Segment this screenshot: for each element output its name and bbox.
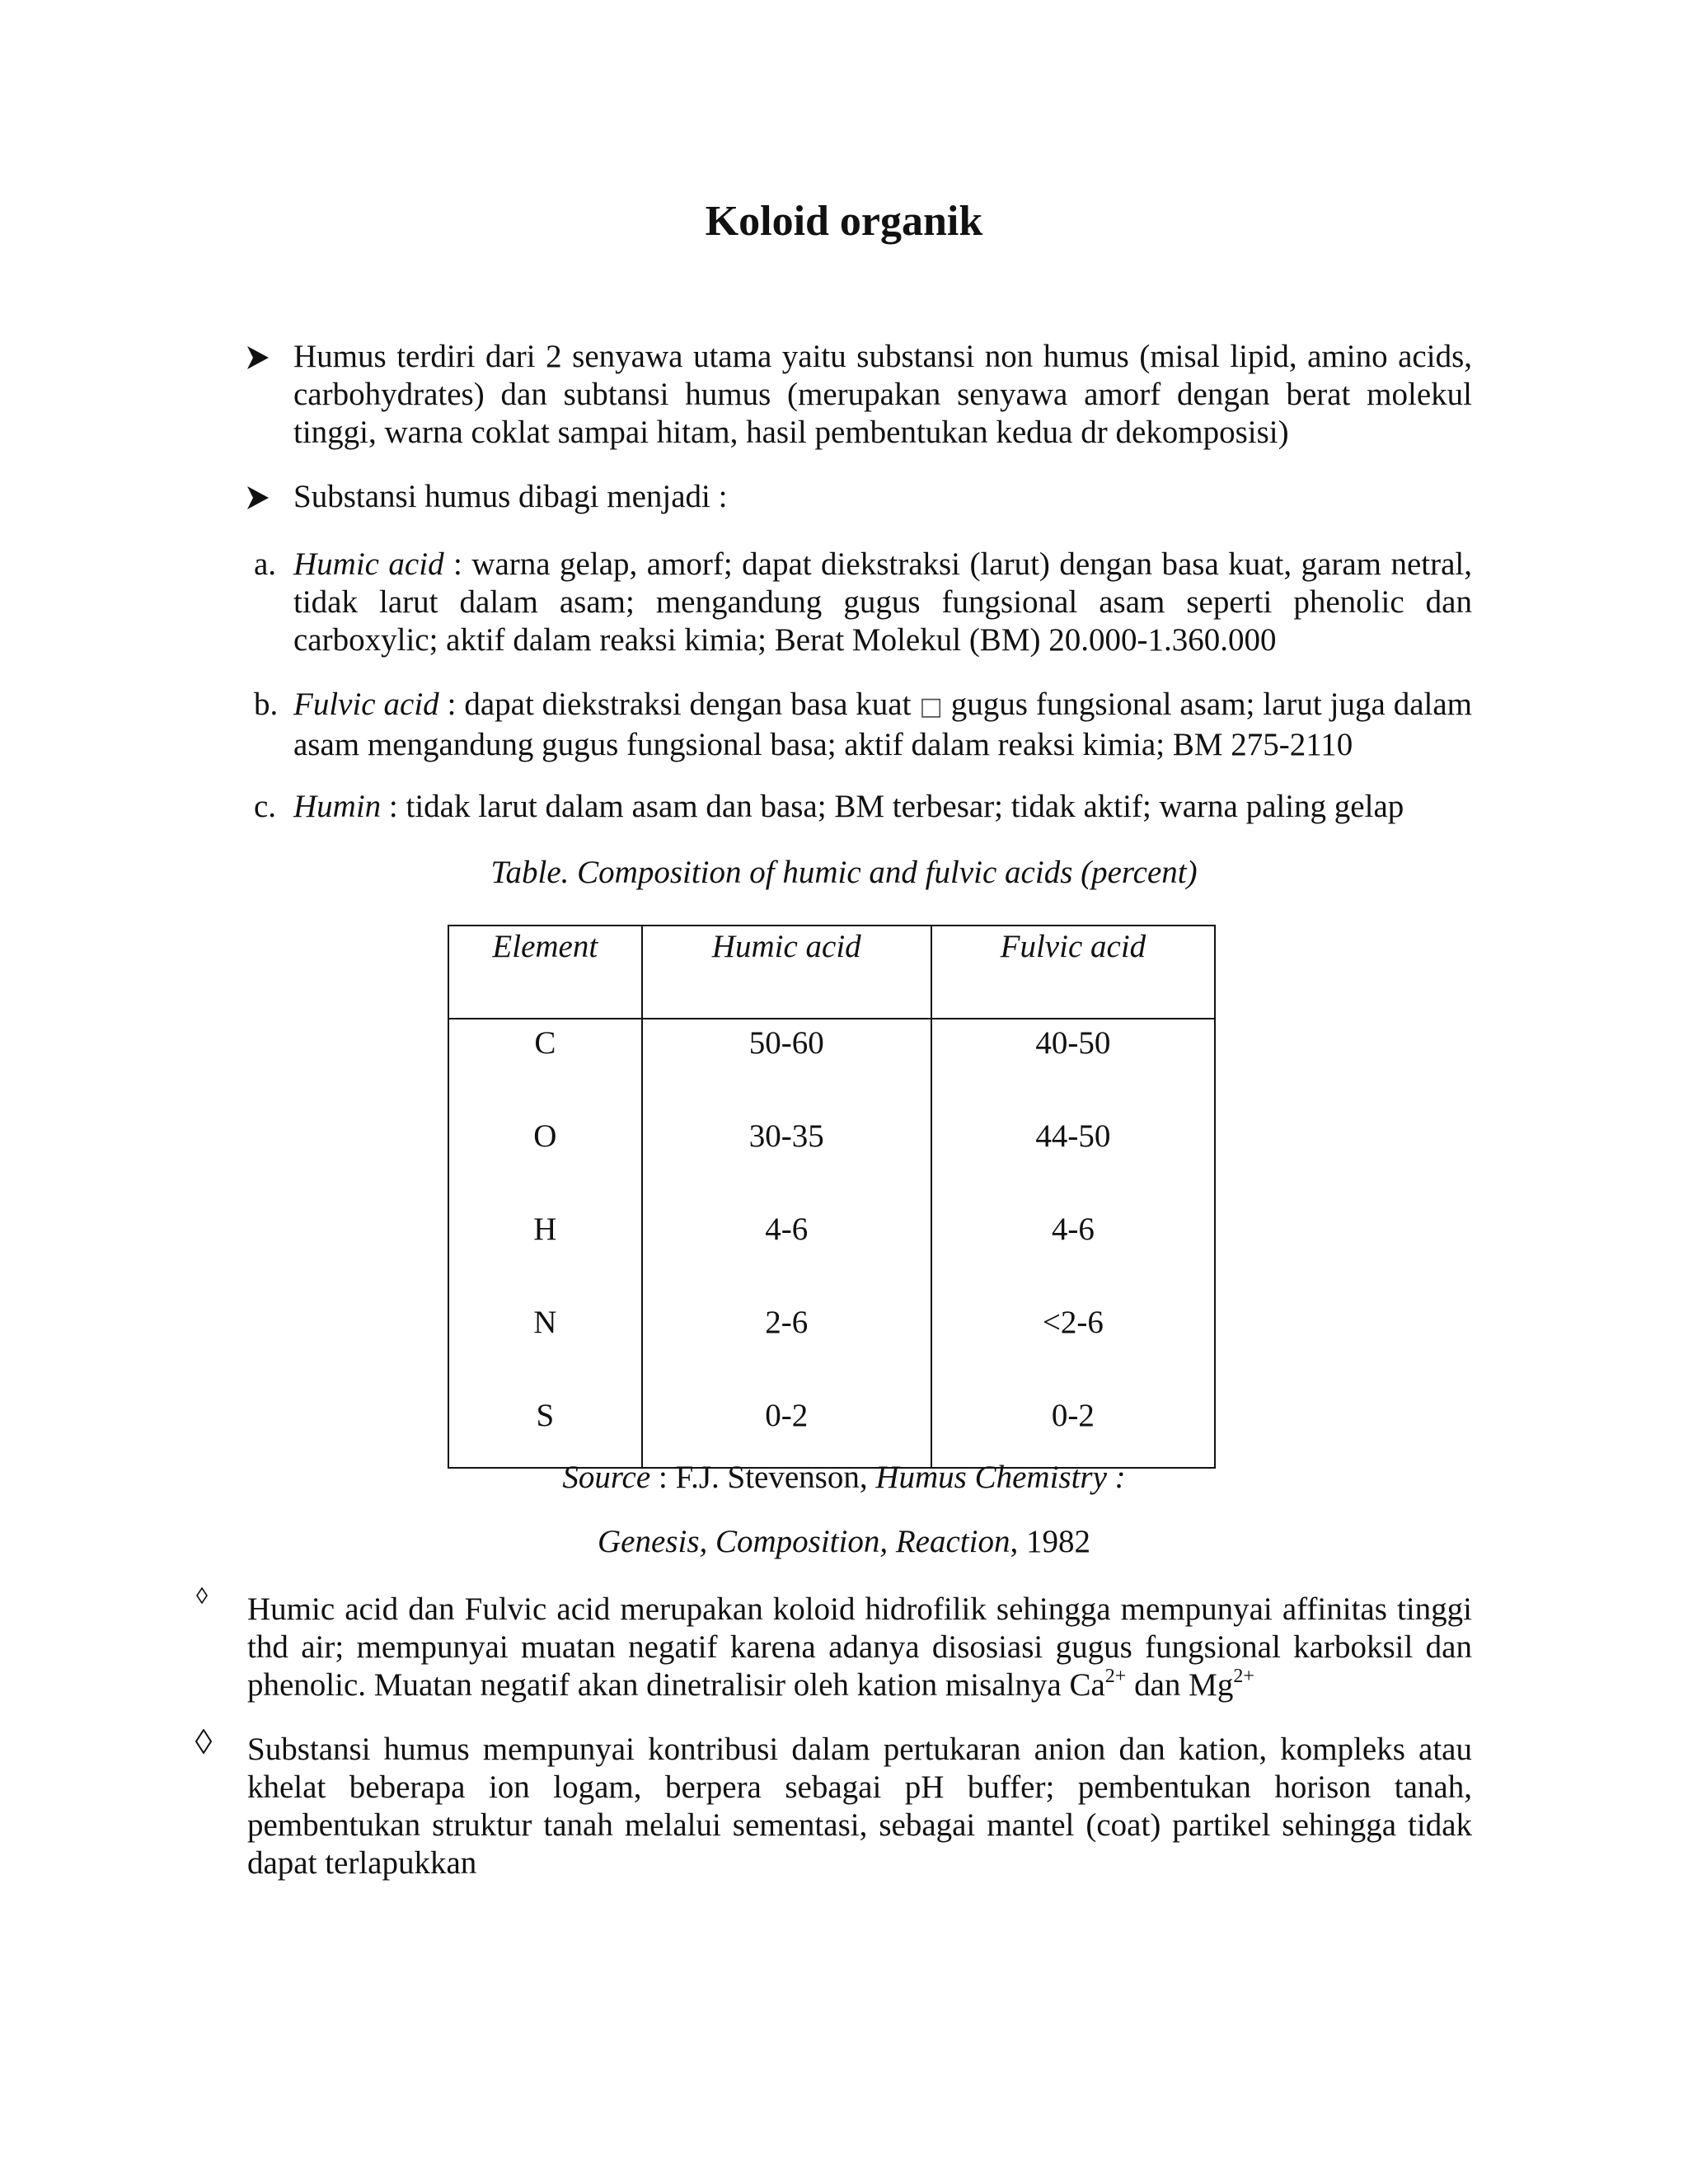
table-cell: 4-6: [642, 1207, 931, 1301]
table-cell: 50-60: [642, 1019, 931, 1114]
table-cell: 40-50: [931, 1019, 1215, 1114]
term-humic-acid: Humic acid: [293, 546, 444, 582]
diamond-bullet-icon: [195, 1729, 213, 1754]
composition-table: [448, 925, 1216, 1469]
list-item-fulvic-acid: [293, 686, 1472, 764]
list-marker: a.: [254, 546, 277, 582]
table-row: [448, 1207, 1215, 1301]
paragraph-text: Humic acid dan Fulvic acid merupakan koloid hidrofilik sehingga mempunyai affinitas tinggi thd air; mempunyai muatan negatif karena adanya disosiasi gugus fungsional karboksil dan phenolic. Muatan negatif akan dinetralisir oleh kation misalnya: [247, 1591, 1472, 1703]
paragraph-text: dan: [1126, 1667, 1189, 1703]
list-item-humic-acid: [293, 546, 1472, 659]
page-title: Koloid organik: [705, 198, 983, 245]
column-header: Element: [448, 926, 642, 1019]
ion-symbol: Mg: [1189, 1667, 1234, 1703]
arrow-bullet-icon: [247, 346, 269, 369]
table-source-line-1: [0, 1459, 1688, 1497]
list-marker: b.: [254, 687, 279, 722]
source-author: : F.J. Stevenson,: [650, 1460, 876, 1495]
source-year: , 1982: [1010, 1524, 1090, 1559]
table-cell: O: [448, 1114, 642, 1207]
table-cell: N: [448, 1301, 642, 1394]
table-row: [448, 1301, 1215, 1394]
table-cell: 30-35: [642, 1114, 931, 1207]
table-cell: <2-6: [931, 1301, 1215, 1394]
table-source-line-2: [0, 1523, 1688, 1561]
table-cell: 0-2: [642, 1394, 931, 1468]
arrow-bullet-icon: [247, 486, 269, 509]
list-marker: c.: [254, 789, 277, 824]
table-cell: S: [448, 1394, 642, 1468]
diamond-bullet-icon: [196, 1587, 208, 1604]
table-cell: 4-6: [931, 1207, 1215, 1301]
item-description: : tidak larut dalam asam dan basa; BM terbesar; tidak aktif; warna paling gelap: [381, 789, 1404, 824]
diamond-paragraph: [247, 1591, 1472, 1704]
term-fulvic-acid: Fulvic acid: [293, 687, 439, 722]
column-header: Humic acid: [642, 926, 931, 1019]
ion-symbol: Ca: [1069, 1667, 1105, 1703]
table-cell: 0-2: [931, 1394, 1215, 1468]
source-label: Source: [562, 1460, 651, 1495]
table-caption: Table. Composition of humic and fulvic acids (percent): [490, 855, 1198, 890]
diamond-paragraph: Substansi humus mempunyai kontribusi dalam pertukaran anion dan kation, kompleks atau khelat beberapa ion logam, berpera sebagai pH buffer; pembentukan horison tanah, pembentukan struktur tanah melalui sementasi, sebagai mantel (coat) partikel sehingga tidak dapat terlapukkan: [247, 1732, 1472, 1881]
column-header: Fulvic acid: [931, 926, 1215, 1019]
ion-charge: 2+: [1233, 1666, 1254, 1687]
source-book-title: Genesis, Composition, Reaction: [598, 1524, 1010, 1559]
missing-glyph-icon: □: [919, 692, 943, 721]
table-row: [448, 1394, 1215, 1468]
term-humin: Humin: [293, 789, 382, 824]
item-description: : dapat diekstraksi dengan basa kuat: [438, 687, 920, 722]
table-header-row: [448, 926, 1215, 1019]
table-row: [448, 1019, 1215, 1114]
source-book-title: Humus Chemistry :: [875, 1460, 1126, 1495]
table-row: [448, 1114, 1215, 1207]
item-description: gugus fungsional asam; larut juga dalam asam mengandung gugus fungsional basa; aktif dalam reaksi kimia; BM 275-2110: [293, 687, 1472, 762]
table-cell: H: [448, 1207, 642, 1301]
table-cell: C: [448, 1019, 642, 1114]
bullet-paragraph: Humus terdiri dari 2 senyawa utama yaitu substansi non humus (misal lipid, amino acids, carbohydrates) dan subtansi humus (merupakan senyawa amorf dengan berat molekul tinggi, warna coklat sampai hitam, hasil pembentukan kedua dr dekomposisi): [293, 339, 1472, 450]
item-description: : warna gelap, amorf; dapat diekstraksi (larut) dengan basa kuat, garam netral, tidak larut dalam asam; mengandung gugus fungsional asam seperti phenolic dan carboxylic; aktif dalam reaksi kimia; Berat Molekul (BM) 20.000-1.360.000: [293, 546, 1472, 658]
bullet-paragraph: Substansi humus dibagi menjadi :: [293, 479, 728, 514]
table-cell: 2-6: [642, 1301, 931, 1394]
list-item-humin: [293, 788, 1472, 826]
table-cell: 44-50: [931, 1114, 1215, 1207]
ion-charge: 2+: [1104, 1666, 1127, 1687]
